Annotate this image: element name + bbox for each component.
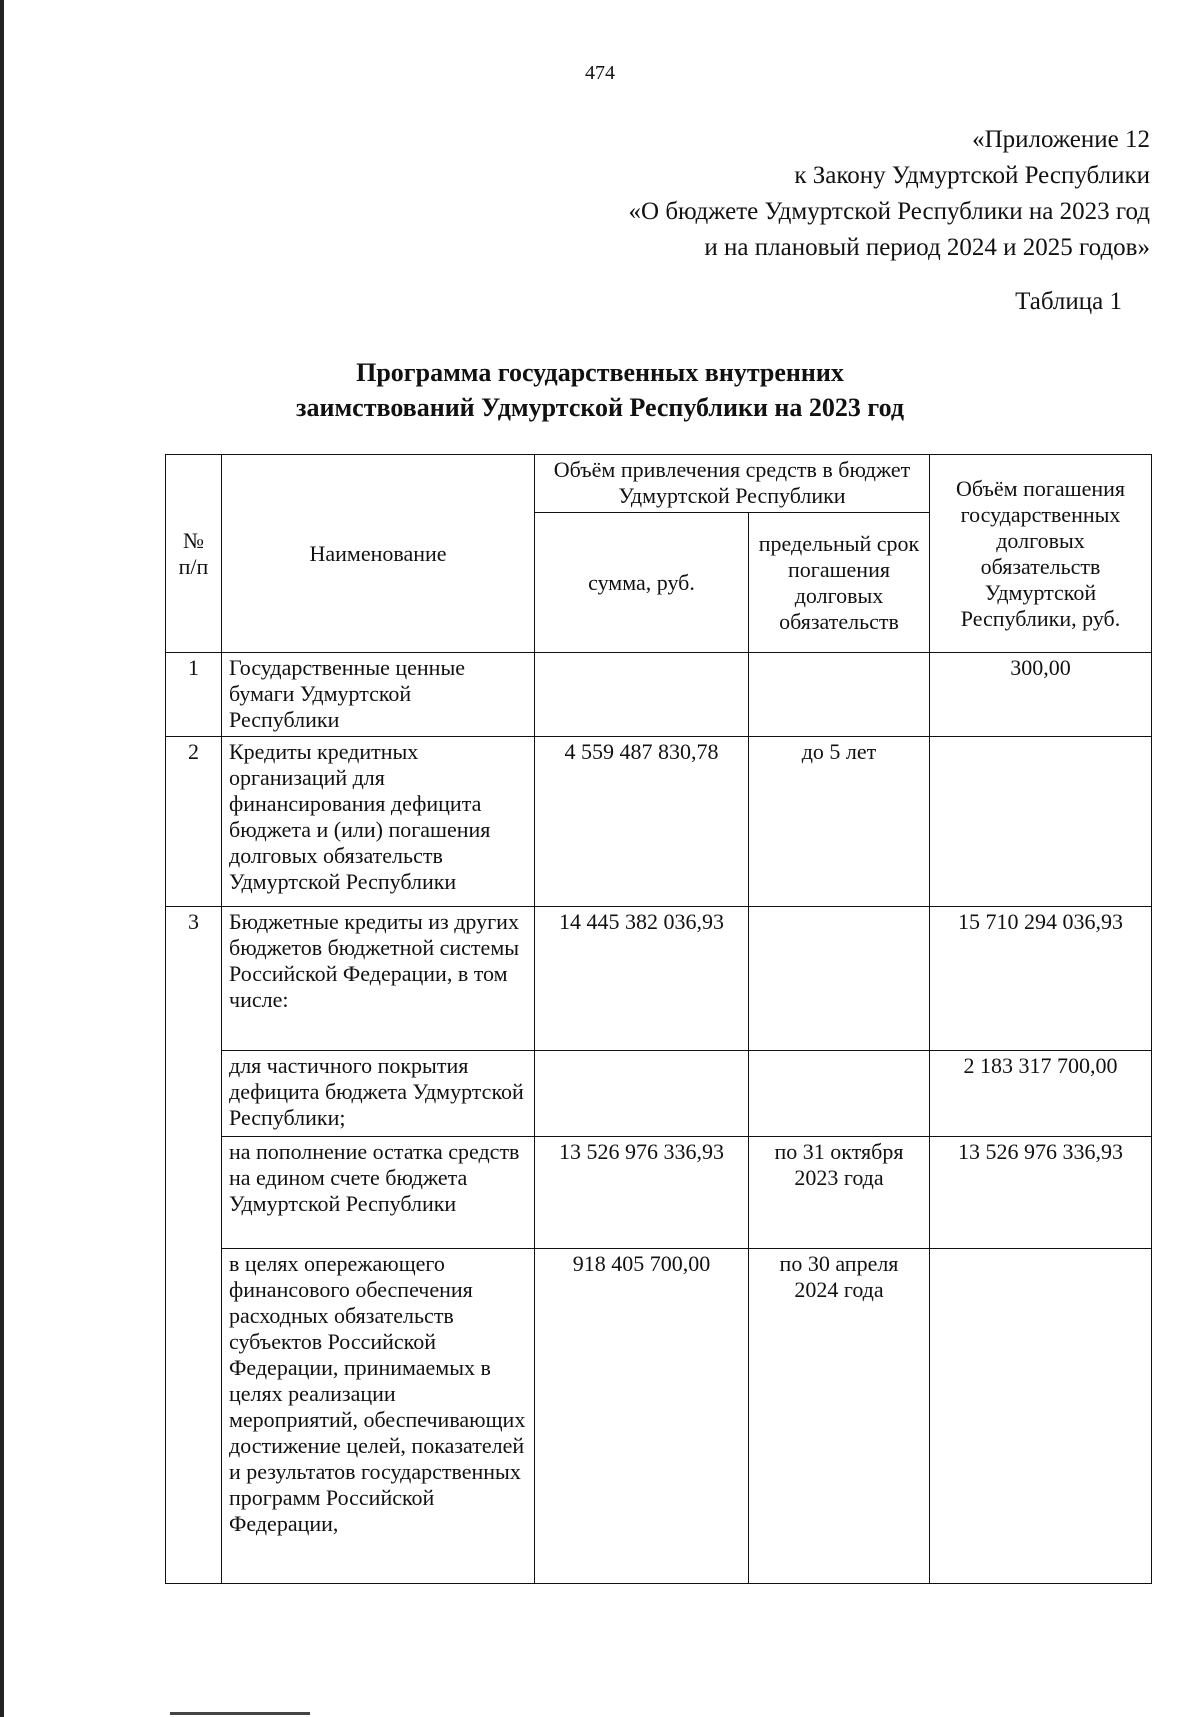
row-number: 2: [166, 737, 222, 907]
scan-left-edge: [0, 0, 4, 1717]
row-sum: [535, 1051, 749, 1137]
row-term: [749, 907, 930, 1051]
row-sum: 918 405 700,00: [535, 1249, 749, 1584]
row-name: на пополнение остатка средств на едином счете бюджета Удмуртской Республики: [222, 1137, 535, 1249]
row-number: [166, 1249, 222, 1584]
title-line-1: Программа государственных внутренних: [356, 358, 844, 387]
table-row: [166, 653, 1152, 737]
row-name: Бюджетные кредиты из других бюджетов бюджетной системы Российской Федерации, в том числе:: [222, 907, 535, 1051]
table-row: [166, 737, 1152, 907]
table-row: [166, 1249, 1152, 1584]
table-row: [166, 1051, 1152, 1137]
appendix-line-4: и на плановый период 2024 и 2025 годов»: [704, 234, 1150, 261]
header-name: Наименование: [222, 455, 535, 653]
row-repayment: 2 183 317 700,00: [930, 1051, 1152, 1137]
row-name: в целях опережающего финансового обеспечения расходных обязательств субъектов Российской Федерации, принимаемых в целях реализации мероприятий, обеспечивающих достижение целей, показателей и результатов государственных программ Российской Федерации,: [222, 1249, 535, 1584]
borrowing-program-table: [165, 454, 1152, 1584]
row-repayment: 15 710 294 036,93: [930, 907, 1152, 1051]
row-sum: 13 526 976 336,93: [535, 1137, 749, 1249]
row-name: Государственные ценные бумаги Удмуртской Республики: [222, 653, 535, 737]
header-number: № п/п: [166, 455, 222, 653]
row-term: до 5 лет: [749, 737, 930, 907]
row-number: [166, 1137, 222, 1249]
row-term: [749, 1051, 930, 1137]
table-label: Таблица 1: [1015, 288, 1122, 315]
row-repayment: 300,00: [930, 653, 1152, 737]
header-sum: сумма, руб.: [535, 513, 749, 653]
header-repayment: Объём погашения государственных долговых обязательств Удмуртской Республики, руб.: [930, 455, 1152, 653]
row-number: 1: [166, 653, 222, 737]
row-repayment: 13 526 976 336,93: [930, 1137, 1152, 1249]
row-name: Кредиты кредитных организаций для финансирования дефицита бюджета и (или) погашения долговых обязательств Удмуртской Республики: [222, 737, 535, 907]
row-repayment: [930, 737, 1152, 907]
scan-bottom-mark: [170, 1712, 310, 1715]
row-term: [749, 653, 930, 737]
document-title: [0, 355, 1200, 425]
table-header-row: [166, 455, 1152, 513]
page-number: 474: [585, 62, 615, 84]
row-number: 3: [166, 907, 222, 1051]
row-number: [166, 1051, 222, 1137]
row-sum: 4 559 487 830,78: [535, 737, 749, 907]
row-repayment: [930, 1249, 1152, 1584]
appendix-line-1: «Приложение 12: [972, 126, 1150, 153]
row-sum: [535, 653, 749, 737]
row-term: по 30 апреля 2024 года: [749, 1249, 930, 1584]
appendix-line-3: «О бюджете Удмуртской Республики на 2023 год: [628, 198, 1150, 225]
appendix-reference: [629, 122, 1150, 266]
row-sum: 14 445 382 036,93: [535, 907, 749, 1051]
title-line-2: заимствований Удмуртской Республики на 2023 год: [296, 393, 904, 422]
appendix-line-2: к Закону Удмуртской Республики: [794, 162, 1150, 189]
table-row: [166, 1137, 1152, 1249]
header-term: предельный срок погашения долговых обязательств: [749, 513, 930, 653]
row-name: для частичного покрытия дефицита бюджета Удмуртской Республики;: [222, 1051, 535, 1137]
table-row: [166, 907, 1152, 1051]
row-term: по 31 октября 2023 года: [749, 1137, 930, 1249]
header-attraction-group: Объём привлечения средств в бюджет Удмуртской Республики: [535, 455, 930, 513]
